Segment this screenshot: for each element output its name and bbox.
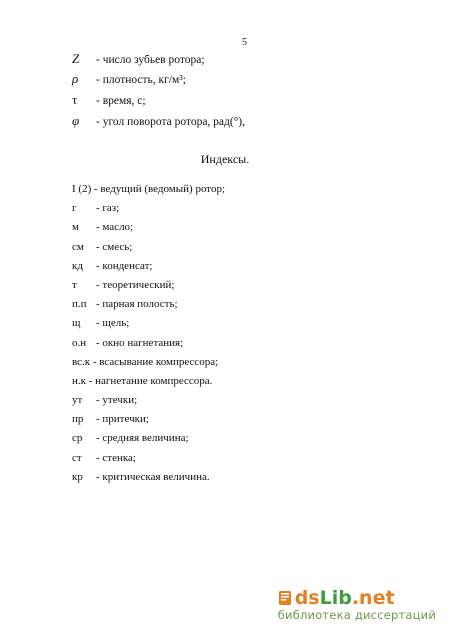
index-key: т	[72, 278, 77, 291]
index-row	[72, 468, 225, 487]
index-description: - парная полость;	[96, 298, 178, 311]
symbol-description: - время, с;	[96, 95, 146, 107]
index-row	[72, 372, 225, 391]
index-row	[72, 295, 225, 314]
index-key: кр	[72, 470, 83, 483]
index-key: ут	[72, 394, 83, 407]
symbol-description: - плотность, кг/м³;	[96, 74, 186, 86]
index-description: - средняя величина;	[96, 432, 189, 445]
index-row	[72, 429, 225, 448]
index-description: - конденсат;	[96, 259, 153, 272]
section-title: Индексы.	[200, 152, 250, 166]
index-description: - щель;	[96, 317, 130, 330]
index-key: н.к	[72, 374, 86, 387]
index-key: кд	[72, 259, 83, 272]
index-row	[72, 276, 225, 295]
index-row	[72, 180, 225, 199]
index-description: - масло;	[96, 221, 134, 234]
index-row	[72, 238, 225, 257]
index-key: п.п	[72, 298, 87, 311]
page-number: 5	[242, 37, 247, 48]
symbol-row	[72, 70, 186, 88]
index-description: - критическая величина.	[96, 470, 210, 483]
index-row	[72, 218, 225, 237]
index-description: - утечки;	[96, 394, 138, 407]
index-key: см	[72, 240, 84, 253]
symbol-description: - угол поворота ротора, рад(°),	[96, 116, 246, 128]
index-description: - стенка;	[96, 451, 136, 464]
symbol: ρ	[72, 71, 79, 86]
watermark-ds: ds	[294, 587, 320, 609]
index-key: ст	[72, 451, 82, 464]
symbol: φ	[72, 113, 80, 128]
symbol-description: - число зубьев ротора;	[96, 54, 205, 66]
index-row	[72, 353, 225, 372]
index-row	[72, 199, 225, 218]
index-description: - окно нагнетания;	[96, 336, 184, 349]
symbol: Z	[72, 51, 80, 66]
index-key: м	[72, 221, 79, 234]
symbol: τ	[72, 92, 78, 107]
index-key: пр	[72, 413, 84, 426]
index-key: щ	[72, 317, 81, 330]
index-row	[72, 257, 225, 276]
index-row	[72, 334, 225, 353]
symbol-row	[72, 50, 205, 68]
book-icon	[278, 590, 292, 606]
index-row	[72, 391, 225, 410]
index-description: - теоретический;	[96, 278, 175, 291]
index-key: I (2)	[72, 183, 92, 195]
index-row	[72, 314, 225, 333]
symbol-row	[72, 91, 146, 109]
index-description: - смесь;	[96, 240, 133, 253]
index-row	[72, 449, 225, 468]
symbol-row	[72, 112, 245, 130]
index-key: вс.к	[72, 355, 91, 368]
index-row	[72, 410, 225, 429]
index-key: г	[72, 202, 77, 215]
watermark-net: .net	[351, 587, 395, 609]
watermark-title	[278, 588, 436, 608]
index-key: о.н	[72, 336, 87, 349]
watermark-subtitle: библиотека диссертаций	[277, 608, 436, 622]
watermark-logo	[278, 588, 436, 622]
index-description: - притечки;	[96, 413, 149, 426]
indices-list	[72, 180, 225, 487]
index-description: - всасывание компрессора;	[92, 355, 219, 368]
index-description: - нагнетание компрессора.	[88, 374, 213, 387]
index-description: - ведущий (ведомый) ротор;	[94, 183, 226, 195]
watermark-lib: Lib	[319, 587, 352, 609]
index-description: - газ;	[96, 202, 120, 215]
index-key: ср	[72, 432, 83, 445]
